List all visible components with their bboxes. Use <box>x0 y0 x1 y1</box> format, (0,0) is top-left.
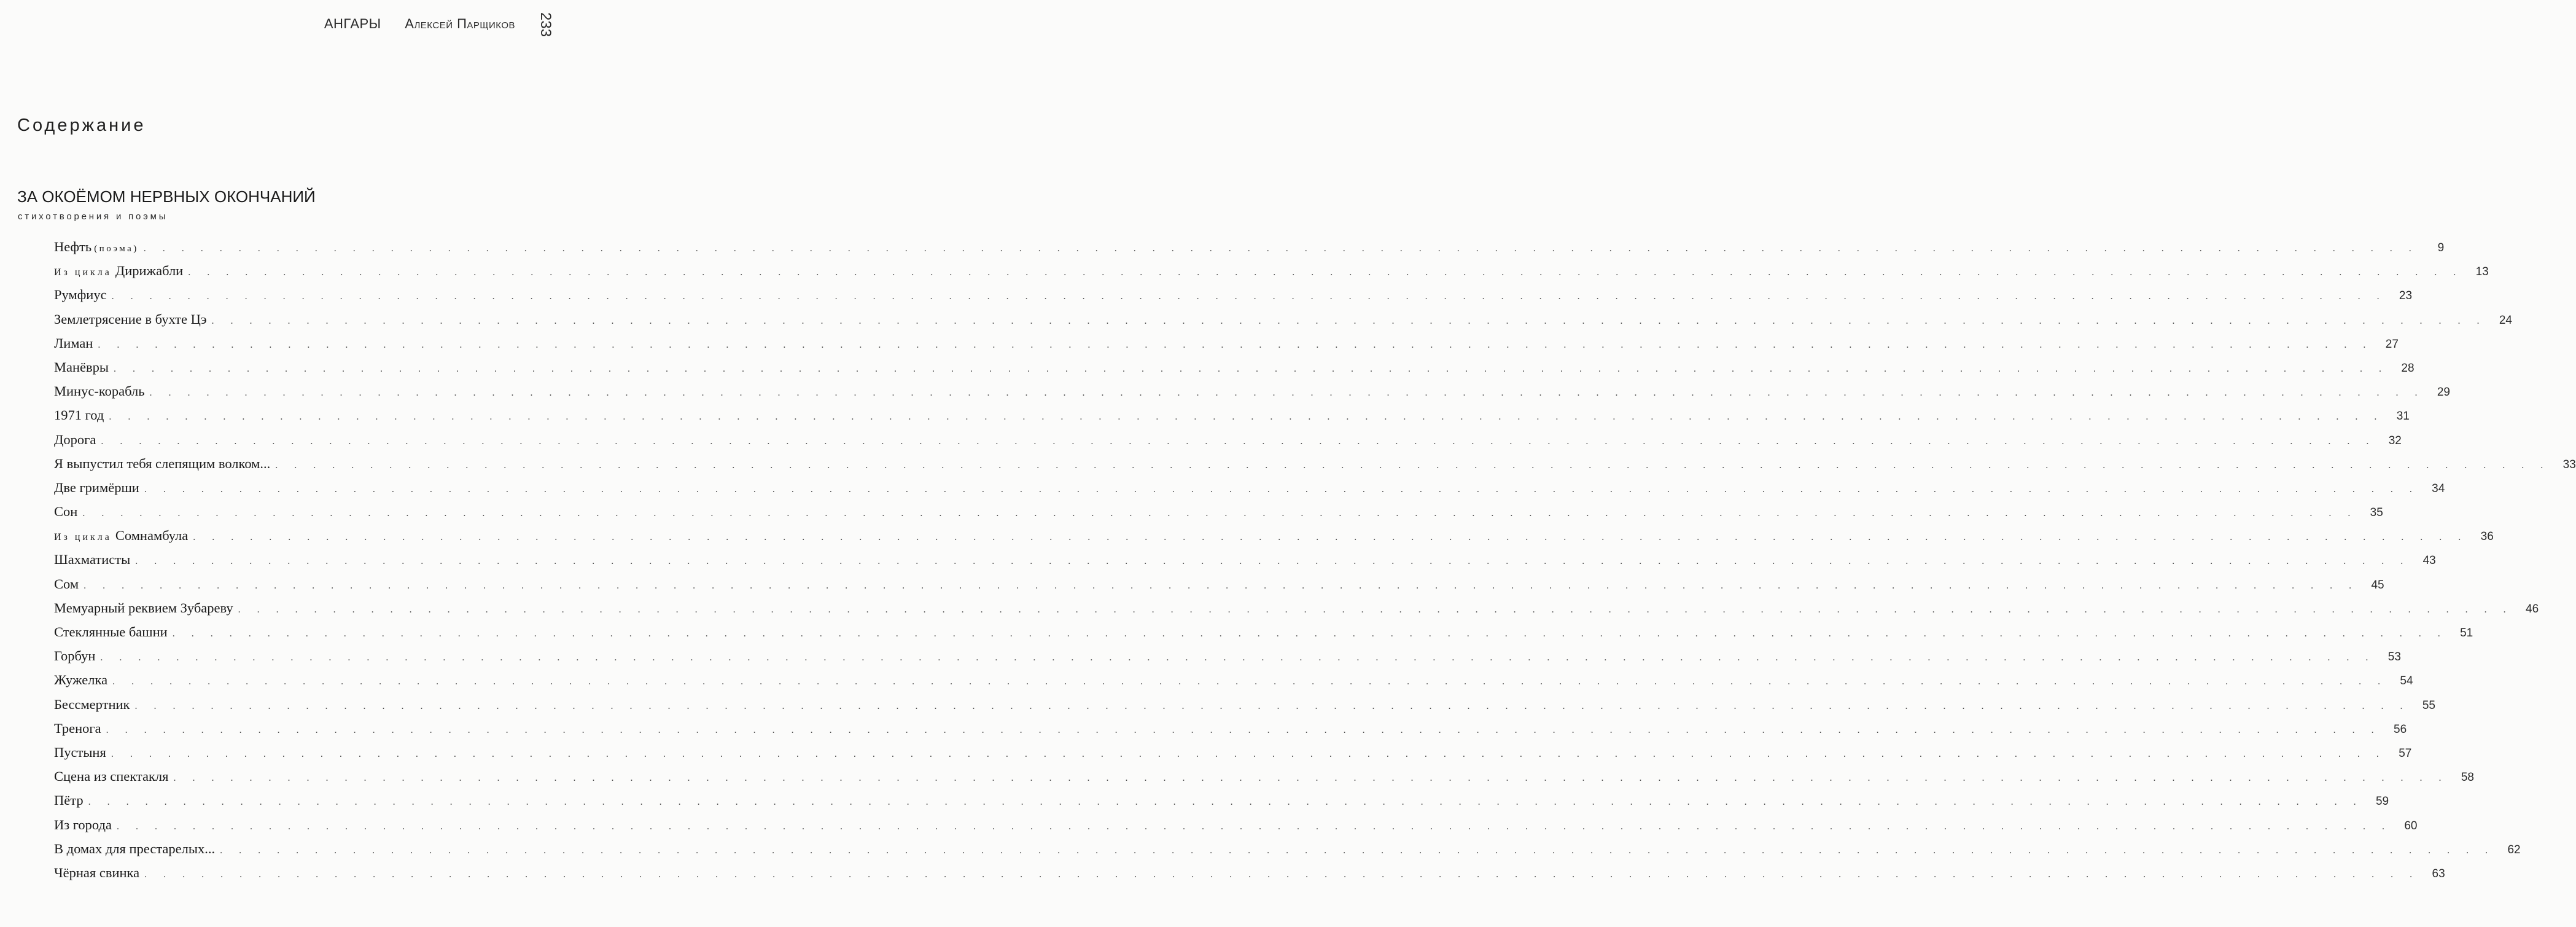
toc-entry[interactable] <box>54 792 2389 816</box>
entry-text <box>54 769 169 784</box>
entry-text <box>54 721 101 737</box>
dot-leader: . . . . . . . . . . . . . . . . . . . . . . . . . . . . . . . . . . . . . . . . . . . . . . . . . . . . . . . . . . . . . . . . . . . . . . . . . . . . . . . . . . . . . . . . . . . . . . . . . . . . . . . . . . . . . . . . . . . . . . . . <box>88 797 2364 808</box>
entry-page-number: 43 <box>2422 554 2436 568</box>
toc-entry[interactable] <box>54 455 2576 480</box>
entry-text <box>54 600 233 616</box>
entry-title: Сомнамбула <box>115 528 189 544</box>
table-of-contents <box>54 239 2576 889</box>
entry-title: Минус-корабль <box>54 383 145 399</box>
entry-page-number: 46 <box>2526 602 2539 616</box>
entry-title: Шахматисты <box>54 552 131 568</box>
toc-entry[interactable] <box>54 720 2407 745</box>
dot-leader: . . . . . . . . . . . . . . . . . . . . . . . . . . . . . . . . . . . . . . . . . . . . . . . . . . . . . . . . . . . . . . . . . . . . . . . . . . . . . . . . . . . . . . . . . . . . . . . . . . . . . . . . . . . . . . . . . . . . . . . . <box>144 483 2419 495</box>
entry-title: Я выпустил тебя слепящим волком... <box>54 455 271 471</box>
entry-page-number: 45 <box>2371 578 2384 592</box>
entry-text <box>54 528 188 544</box>
toc-entry[interactable] <box>54 624 2473 648</box>
dot-leader: . . . . . . . . . . . . . . . . . . . . . . . . . . . . . . . . . . . . . . . . . . . . . . . . . . . . . . . . . . . . . . . . . . . . . . . . . . . . . . . . . . . . . . . . . . . . . . . . . . . . . . . . . . . . . . . . . . . . . . . . <box>82 508 2357 519</box>
dot-leader: . . . . . . . . . . . . . . . . . . . . . . . . . . . . . . . . . . . . . . . . . . . . . . . . . . . . . . . . . . . . . . . . . . . . . . . . . . . . . . . . . . . . . . . . . . . . . . . . . . . . . . . . . . . . . . . . . . . . . . . . <box>238 604 2513 615</box>
dot-leader: . . . . . . . . . . . . . . . . . . . . . . . . . . . . . . . . . . . . . . . . . . . . . . . . . . . . . . . . . . . . . . . . . . . . . . . . . . . . . . . . . . . . . . . . . . . . . . . . . . . . . . . . . . . . . . . . . . . . . . . . <box>135 556 2410 567</box>
toc-entry[interactable] <box>54 335 2399 359</box>
section-subtitle: стихотворения и поэмы <box>18 211 168 222</box>
entry-title: Горбун <box>54 648 96 664</box>
entry-page-number: 9 <box>2437 241 2445 254</box>
entry-text <box>54 792 84 808</box>
toc-entry[interactable] <box>54 239 2445 263</box>
toc-entry[interactable] <box>54 504 2383 528</box>
entry-page-number: 51 <box>2460 627 2473 640</box>
dot-leader: . . . . . . . . . . . . . . . . . . . . . . . . . . . . . . . . . . . . . . . . . . . . . . . . . . . . . . . . . . . . . . . . . . . . . . . . . . . . . . . . . . . . . . . . . . . . . . . . . . . . . . . . . . . . . . . . . . . . . . . . <box>116 821 2392 832</box>
toc-entry[interactable] <box>54 744 2412 769</box>
toc-entry[interactable] <box>54 840 2521 865</box>
toc-entry[interactable] <box>54 528 2494 552</box>
entry-page-number: 62 <box>2507 843 2521 856</box>
entry-text <box>54 311 207 327</box>
toc-entry[interactable] <box>54 672 2413 696</box>
toc-entry[interactable] <box>54 648 2401 672</box>
dot-leader: . . . . . . . . . . . . . . . . . . . . . . . . . . . . . . . . . . . . . . . . . . . . . . . . . . . . . . . . . . . . . . . . . . . . . . . . . . . . . . . . . . . . . . . . . . . . . . . . . . . . . . . . . . . . . . . . . . . . . . . . <box>101 436 2376 447</box>
section-title: ЗА ОКОЁМОМ НЕРВНЫХ ОКОНЧАНИЙ <box>17 187 316 206</box>
entry-page-number: 54 <box>2400 675 2413 688</box>
toc-entry[interactable] <box>54 359 2415 383</box>
dot-leader: . . . . . . . . . . . . . . . . . . . . . . . . . . . . . . . . . . . . . . . . . . . . . . . . . . . . . . . . . . . . . . . . . . . . . . . . . . . . . . . . . . . . . . . . . . . . . . . . . . . . . . . . . . . . . . . . . . . . . . . . <box>275 460 2550 471</box>
entry-text <box>54 648 95 664</box>
contents-heading: Содержание <box>17 115 146 135</box>
toc-entry[interactable] <box>54 864 2445 889</box>
entry-page-number: 55 <box>2422 698 2435 712</box>
entry-text <box>54 335 93 351</box>
toc-entry[interactable] <box>54 600 2539 624</box>
entry-text <box>54 407 104 423</box>
toc-entry[interactable] <box>54 552 2436 576</box>
entry-page-number: 58 <box>2461 771 2474 784</box>
toc-entry[interactable] <box>54 576 2384 600</box>
entry-page-number: 32 <box>2388 434 2402 447</box>
entry-text <box>54 552 130 568</box>
entry-cycle-prefix: Из цикла <box>54 267 112 278</box>
entry-title: Лиман <box>54 335 93 351</box>
entry-text <box>54 672 107 688</box>
entry-text <box>54 287 107 303</box>
dot-leader: . . . . . . . . . . . . . . . . . . . . . . . . . . . . . . . . . . . . . . . . . . . . . . . . . . . . . . . . . . . . . . . . . . . . . . . . . . . . . . . . . . . . . . . . . . . . . . . . . . . . . . . . . . . . . . . . . . . . . . . . <box>114 363 2389 374</box>
entry-text <box>54 841 215 857</box>
dot-leader: . . . . . . . . . . . . . . . . . . . . . . . . . . . . . . . . . . . . . . . . . . . . . . . . . . . . . . . . . . . . . . . . . . . . . . . . . . . . . . . . . . . . . . . . . . . . . . . . . . . . . . . . . . . . . . . . . . . . . . . . <box>172 628 2448 639</box>
dot-leader: . . . . . . . . . . . . . . . . . . . . . . . . . . . . . . . . . . . . . . . . . . . . . . . . . . . . . . . . . . . . . . . . . . . . . . . . . . . . . . . . . . . . . . . . . . . . . . . . . . . . . . . . . . . . . . . . . . . . . . . . <box>220 845 2495 856</box>
dot-leader: . . . . . . . . . . . . . . . . . . . . . . . . . . . . . . . . . . . . . . . . . . . . . . . . . . . . . . . . . . . . . . . . . . . . . . . . . . . . . . . . . . . . . . . . . . . . . . . . . . . . . . . . . . . . . . . . . . . . . . . . <box>98 339 2373 350</box>
entry-title: Румфиус <box>54 287 107 303</box>
entry-page-number: 33 <box>2562 458 2576 471</box>
toc-entry[interactable] <box>54 311 2512 335</box>
toc-entry[interactable] <box>54 816 2418 841</box>
entry-page-number: 28 <box>2401 361 2415 375</box>
dot-leader: . . . . . . . . . . . . . . . . . . . . . . . . . . . . . . . . . . . . . . . . . . . . . . . . . . . . . . . . . . . . . . . . . . . . . . . . . . . . . . . . . . . . . . . . . . . . . . . . . . . . . . . . . . . . . . . . . . . . . . . . <box>193 532 2468 543</box>
entry-page-number: 29 <box>2437 386 2450 399</box>
entry-cycle-prefix: Из цикла <box>54 532 112 543</box>
entry-title: В домах для престарелых... <box>54 840 216 856</box>
dot-leader: . . . . . . . . . . . . . . . . . . . . . . . . . . . . . . . . . . . . . . . . . . . . . . . . . . . . . . . . . . . . . . . . . . . . . . . . . . . . . . . . . . . . . . . . . . . . . . . . . . . . . . . . . . . . . . . . . . . . . . . . <box>106 724 2381 735</box>
entry-title: Мемуарный реквием Зубареву <box>54 600 233 616</box>
toc-entry[interactable] <box>54 431 2402 456</box>
entry-page-number: 36 <box>2480 530 2494 544</box>
entry-title: Землетрясение в бухте Цэ <box>54 311 207 327</box>
entry-title: 1971 год <box>54 407 104 423</box>
book-title: АНГАРЫ <box>324 16 381 31</box>
entry-title: Сон <box>54 504 78 520</box>
dot-leader: . . . . . . . . . . . . . . . . . . . . . . . . . . . . . . . . . . . . . . . . . . . . . . . . . . . . . . . . . . . . . . . . . . . . . . . . . . . . . . . . . . . . . . . . . . . . . . . . . . . . . . . . . . . . . . . . . . . . . . . . <box>188 267 2463 278</box>
toc-entry[interactable] <box>54 696 2435 721</box>
entry-text <box>54 383 144 399</box>
entry-page-number: 27 <box>2385 337 2399 351</box>
entry-text <box>54 624 168 640</box>
entry-title: Чёрная свинка <box>54 864 140 880</box>
entry-text <box>54 432 96 448</box>
entry-text <box>54 239 139 255</box>
entry-page-number: 31 <box>2396 410 2410 423</box>
toc-entry[interactable] <box>54 287 2413 311</box>
author-name: Алексей Парщиков <box>405 16 515 31</box>
dot-leader: . . . . . . . . . . . . . . . . . . . . . . . . . . . . . . . . . . . . . . . . . . . . . . . . . . . . . . . . . . . . . . . . . . . . . . . . . . . . . . . . . . . . . . . . . . . . . . . . . . . . . . . . . . . . . . . . . . . . . . . . <box>100 652 2375 663</box>
entry-text <box>54 576 79 592</box>
entry-title: Две гримёрши <box>54 479 139 495</box>
entry-page-number: 60 <box>2404 819 2418 832</box>
entry-title: Жужелка <box>54 672 108 688</box>
entry-text <box>54 865 139 881</box>
entry-title: Стеклянные башни <box>54 624 168 640</box>
dot-leader: . . . . . . . . . . . . . . . . . . . . . . . . . . . . . . . . . . . . . . . . . . . . . . . . . . . . . . . . . . . . . . . . . . . . . . . . . . . . . . . . . . . . . . . . . . . . . . . . . . . . . . . . . . . . . . . . . . . . . . . . <box>211 315 2486 326</box>
entry-page-number: 34 <box>2432 482 2445 495</box>
entry-text <box>54 456 270 472</box>
entry-page-number: 13 <box>2475 265 2489 279</box>
entry-text <box>54 263 183 279</box>
dot-leader: . . . . . . . . . . . . . . . . . . . . . . . . . . . . . . . . . . . . . . . . . . . . . . . . . . . . . . . . . . . . . . . . . . . . . . . . . . . . . . . . . . . . . . . . . . . . . . . . . . . . . . . . . . . . . . . . . . . . . . . . <box>134 700 2410 711</box>
running-head <box>324 16 515 32</box>
entry-title: Дорога <box>54 431 96 447</box>
dot-leader: . . . . . . . . . . . . . . . . . . . . . . . . . . . . . . . . . . . . . . . . . . . . . . . . . . . . . . . . . . . . . . . . . . . . . . . . . . . . . . . . . . . . . . . . . . . . . . . . . . . . . . . . . . . . . . . . . . . . . . . . <box>111 291 2387 302</box>
entry-text <box>54 697 130 713</box>
entry-title: Сом <box>54 576 79 592</box>
toc-entry[interactable] <box>54 383 2450 407</box>
entry-title: Дирижабли <box>115 263 184 279</box>
toc-entry[interactable] <box>54 407 2410 431</box>
entry-title: Пустыня <box>54 744 106 760</box>
entry-page-number: 57 <box>2399 746 2412 760</box>
entry-text <box>54 359 109 375</box>
entry-title: Тренога <box>54 720 101 736</box>
entry-page-number: 56 <box>2394 722 2407 736</box>
entry-title: Пётр <box>54 792 84 808</box>
dot-leader: . . . . . . . . . . . . . . . . . . . . . . . . . . . . . . . . . . . . . . . . . . . . . . . . . . . . . . . . . . . . . . . . . . . . . . . . . . . . . . . . . . . . . . . . . . . . . . . . . . . . . . . . . . . . . . . . . . . . . . . . <box>149 388 2424 399</box>
entry-page-number: 35 <box>2370 506 2383 520</box>
entry-title: Манёвры <box>54 359 109 375</box>
entry-title: Бессмертник <box>54 696 130 712</box>
toc-entry[interactable] <box>54 263 2489 287</box>
entry-page-number: 23 <box>2399 289 2413 303</box>
entry-text <box>54 745 106 761</box>
entry-text <box>54 480 139 496</box>
entry-page-number: 63 <box>2432 867 2445 880</box>
toc-entry[interactable] <box>54 769 2474 792</box>
toc-entry[interactable] <box>54 479 2445 504</box>
dot-leader: . . . . . . . . . . . . . . . . . . . . . . . . . . . . . . . . . . . . . . . . . . . . . . . . . . . . . . . . . . . . . . . . . . . . . . . . . . . . . . . . . . . . . . . . . . . . . . . . . . . . . . . . . . . . . . . . . . . . . . . . <box>143 243 2419 254</box>
entry-title: Из города <box>54 816 112 832</box>
entry-page-number: 53 <box>2387 651 2401 664</box>
entry-text <box>54 817 112 833</box>
dot-leader: . . . . . . . . . . . . . . . . . . . . . . . . . . . . . . . . . . . . . . . . . . . . . . . . . . . . . . . . . . . . . . . . . . . . . . . . . . . . . . . . . . . . . . . . . . . . . . . . . . . . . . . . . . . . . . . . . . . . . . . . <box>173 773 2448 784</box>
dot-leader: . . . . . . . . . . . . . . . . . . . . . . . . . . . . . . . . . . . . . . . . . . . . . . . . . . . . . . . . . . . . . . . . . . . . . . . . . . . . . . . . . . . . . . . . . . . . . . . . . . . . . . . . . . . . . . . . . . . . . . . . <box>144 869 2419 880</box>
dot-leader: . . . . . . . . . . . . . . . . . . . . . . . . . . . . . . . . . . . . . . . . . . . . . . . . . . . . . . . . . . . . . . . . . . . . . . . . . . . . . . . . . . . . . . . . . . . . . . . . . . . . . . . . . . . . . . . . . . . . . . . . <box>111 748 2386 759</box>
entry-genre-note: (поэма) <box>94 244 139 254</box>
entry-title: Нефть <box>54 239 92 254</box>
dot-leader: . . . . . . . . . . . . . . . . . . . . . . . . . . . . . . . . . . . . . . . . . . . . . . . . . . . . . . . . . . . . . . . . . . . . . . . . . . . . . . . . . . . . . . . . . . . . . . . . . . . . . . . . . . . . . . . . . . . . . . . . <box>112 676 2387 687</box>
dot-leader: . . . . . . . . . . . . . . . . . . . . . . . . . . . . . . . . . . . . . . . . . . . . . . . . . . . . . . . . . . . . . . . . . . . . . . . . . . . . . . . . . . . . . . . . . . . . . . . . . . . . . . . . . . . . . . . . . . . . . . . . <box>109 412 2384 423</box>
entry-page-number: 24 <box>2499 313 2512 327</box>
dot-leader: . . . . . . . . . . . . . . . . . . . . . . . . . . . . . . . . . . . . . . . . . . . . . . . . . . . . . . . . . . . . . . . . . . . . . . . . . . . . . . . . . . . . . . . . . . . . . . . . . . . . . . . . . . . . . . . . . . . . . . . . <box>84 580 2359 591</box>
entry-title: Сцена из спектакля <box>54 769 169 784</box>
entry-page-number: 59 <box>2375 795 2389 808</box>
page-number: 233 <box>537 12 554 37</box>
entry-text <box>54 504 77 520</box>
